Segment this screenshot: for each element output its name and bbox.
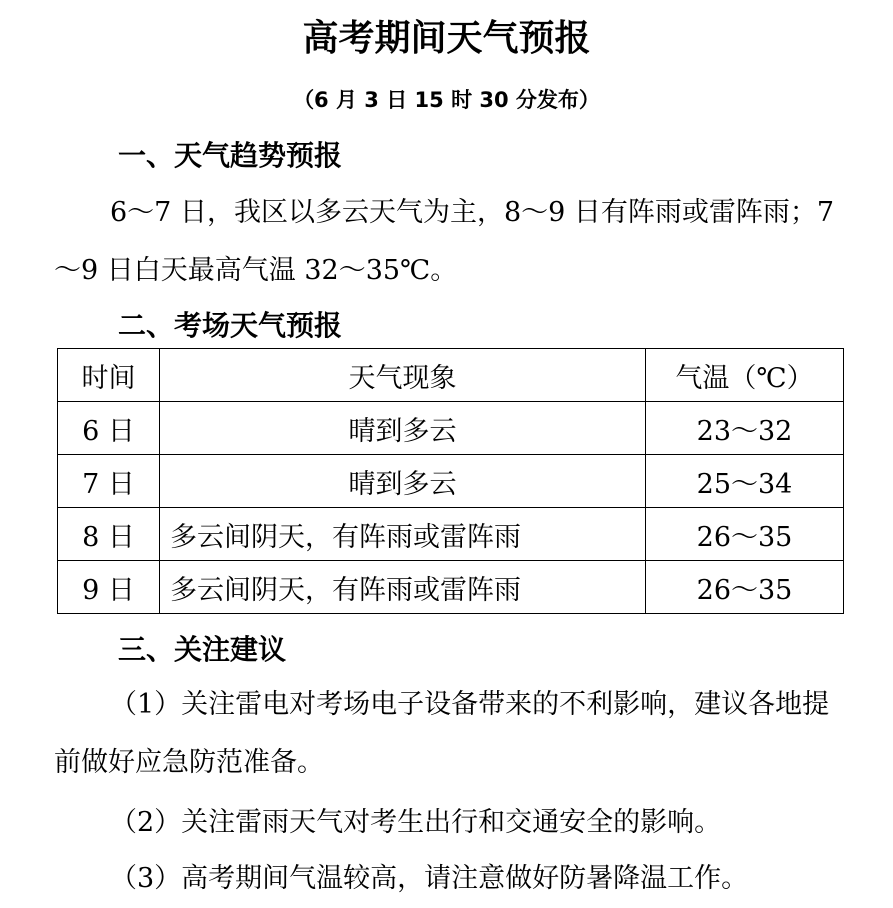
table-row bbox=[58, 561, 844, 614]
row-condition: 多云间阴天，有阵雨或雷阵雨 bbox=[160, 508, 646, 561]
advice-paragraph-2: （2）关注雷雨天气对考生出行和交通安全的影响。 bbox=[110, 807, 722, 838]
row-condition: 晴到多云 bbox=[160, 402, 646, 455]
section-heading-exam-weather: 二、考场天气预报 bbox=[118, 309, 343, 342]
document-title: 高考期间天气预报 bbox=[302, 18, 591, 59]
table-header-time: 时间 bbox=[58, 349, 160, 402]
row-temperature: 25～34 bbox=[646, 455, 844, 508]
row-condition: 晴到多云 bbox=[160, 455, 646, 508]
advice-paragraph-1: （1）关注雷电对考场电子设备带来的不利影响，建议各地提前做好应急防范准备。 bbox=[54, 689, 830, 778]
row-temperature: 23～32 bbox=[646, 402, 844, 455]
row-date: 9 日 bbox=[58, 561, 160, 614]
trend-paragraph: 6～7 日，我区以多云天气为主，8～9 日有阵雨或雷阵雨；7～9 日白天最高气温 32～35℃。 bbox=[54, 197, 835, 286]
table-row bbox=[58, 508, 844, 561]
table-header-condition: 天气现象 bbox=[160, 349, 646, 402]
row-temperature: 26～35 bbox=[646, 508, 844, 561]
section-heading-trend: 一、天气趋势预报 bbox=[118, 139, 343, 172]
table-header-row bbox=[58, 349, 844, 402]
row-date: 8 日 bbox=[58, 508, 160, 561]
row-date: 6 日 bbox=[58, 402, 160, 455]
table-row bbox=[58, 402, 844, 455]
row-condition: 多云间阴天，有阵雨或雷阵雨 bbox=[160, 561, 646, 614]
table-header-temperature: 气温（℃） bbox=[646, 349, 844, 402]
publish-time: （6 月 3 日 15 时 30 分发布） bbox=[293, 88, 600, 112]
row-temperature: 26～35 bbox=[646, 561, 844, 614]
advice-paragraph-3: （3）高考期间气温较高，请注意做好防暑降温工作。 bbox=[110, 863, 749, 894]
row-date: 7 日 bbox=[58, 455, 160, 508]
section-heading-advice: 三、关注建议 bbox=[118, 633, 287, 666]
forecast-table bbox=[57, 348, 844, 614]
table-row bbox=[58, 455, 844, 508]
